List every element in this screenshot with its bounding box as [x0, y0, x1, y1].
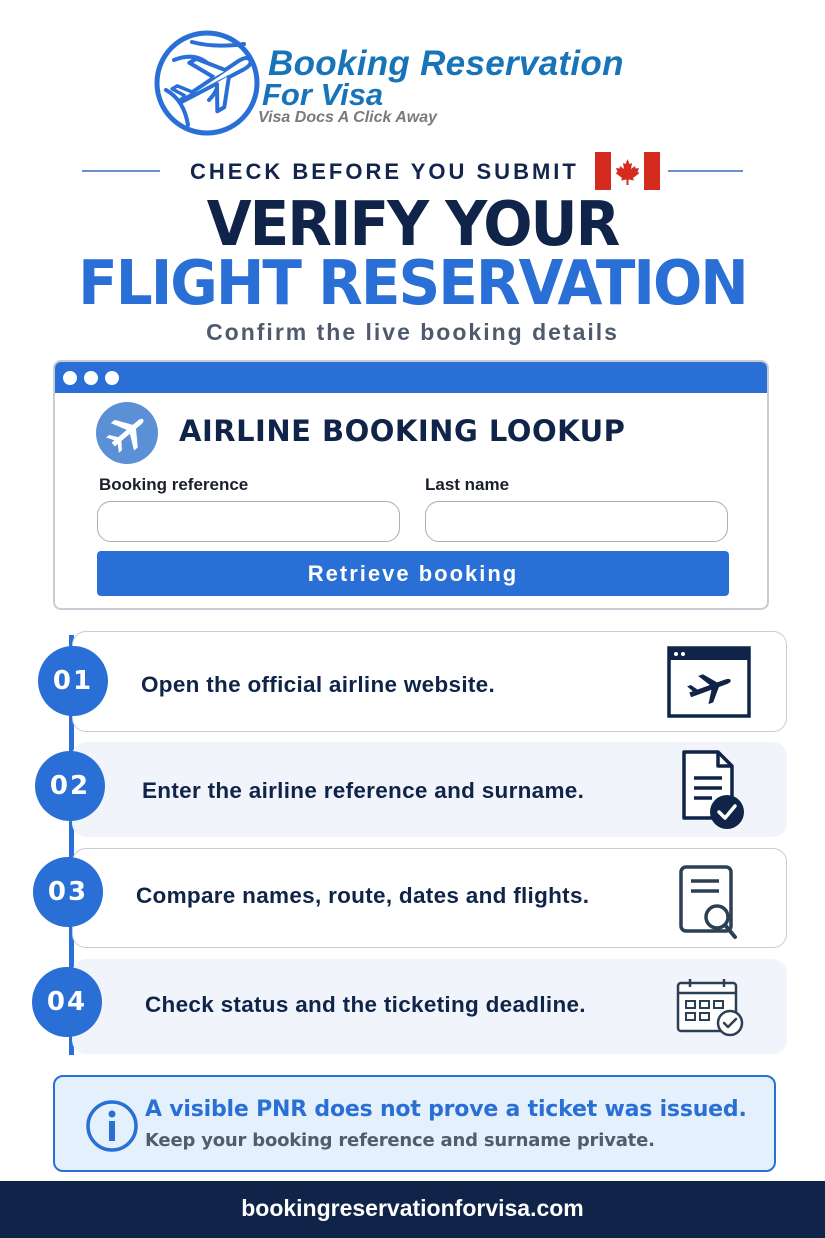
globe-plane-icon	[154, 30, 264, 136]
window-dot-icon	[63, 371, 77, 385]
page-subtitle: Confirm the live booking details	[206, 319, 619, 345]
step-text: Open the official airline website.	[141, 672, 496, 697]
page-title-line2: FLIGHT RESERVATION	[78, 246, 747, 320]
footer-bar	[0, 1181, 825, 1238]
booking-reference-label: Booking reference	[99, 475, 249, 494]
eyebrow-text: CHECK BEFORE YOU SUBMIT	[190, 159, 579, 184]
window-dot-icon	[84, 371, 98, 385]
step-number-badge: 04	[32, 967, 102, 1037]
logo-title: Booking Reservation	[268, 44, 624, 83]
calendar-check-icon	[676, 977, 746, 1039]
booking-reference-input[interactable]	[97, 501, 400, 542]
booking-lookup-window	[53, 360, 769, 610]
footer-website-url[interactable]: bookingreservationforvisa.com	[241, 1195, 584, 1221]
step-text: Check status and the ticketing deadline.	[145, 992, 586, 1017]
page-title-line1: VERIFY YOUR	[206, 187, 619, 261]
browser-plane-icon	[667, 646, 751, 718]
last-name-label: Last name	[425, 475, 510, 494]
step-number-badge: 03	[33, 857, 103, 927]
divider-left	[82, 170, 160, 172]
divider-right	[668, 170, 743, 172]
lookup-title: AIRLINE BOOKING LOOKUP	[179, 414, 626, 448]
logo-subtitle: For Visa	[262, 77, 384, 112]
step-card	[72, 742, 787, 837]
window-dot-icon	[105, 371, 119, 385]
canada-flag-icon	[595, 152, 660, 190]
step-card	[72, 848, 787, 948]
window-title-bar	[55, 362, 767, 393]
step-number-badge: 01	[38, 646, 108, 716]
info-icon	[85, 1099, 139, 1153]
document-check-icon	[676, 748, 748, 830]
note-main-text: A visible PNR does not prove a ticket was issued.	[145, 1097, 747, 1122]
last-name-input[interactable]	[425, 501, 728, 542]
brand-logo	[154, 30, 624, 140]
airplane-icon	[96, 402, 158, 464]
note-sub-text: Keep your booking reference and surname private.	[145, 1130, 655, 1151]
step-text: Enter the airline reference and surname.	[142, 778, 585, 803]
step-card	[72, 631, 787, 732]
step-number-badge: 02	[35, 751, 105, 821]
step-text: Compare names, route, dates and flights.	[136, 883, 590, 908]
document-search-icon	[677, 863, 743, 943]
step-card	[72, 959, 787, 1054]
logo-tagline: Visa Docs A Click Away	[258, 109, 438, 126]
retrieve-booking-button[interactable]: Retrieve booking	[97, 551, 729, 596]
warning-note	[53, 1075, 776, 1172]
